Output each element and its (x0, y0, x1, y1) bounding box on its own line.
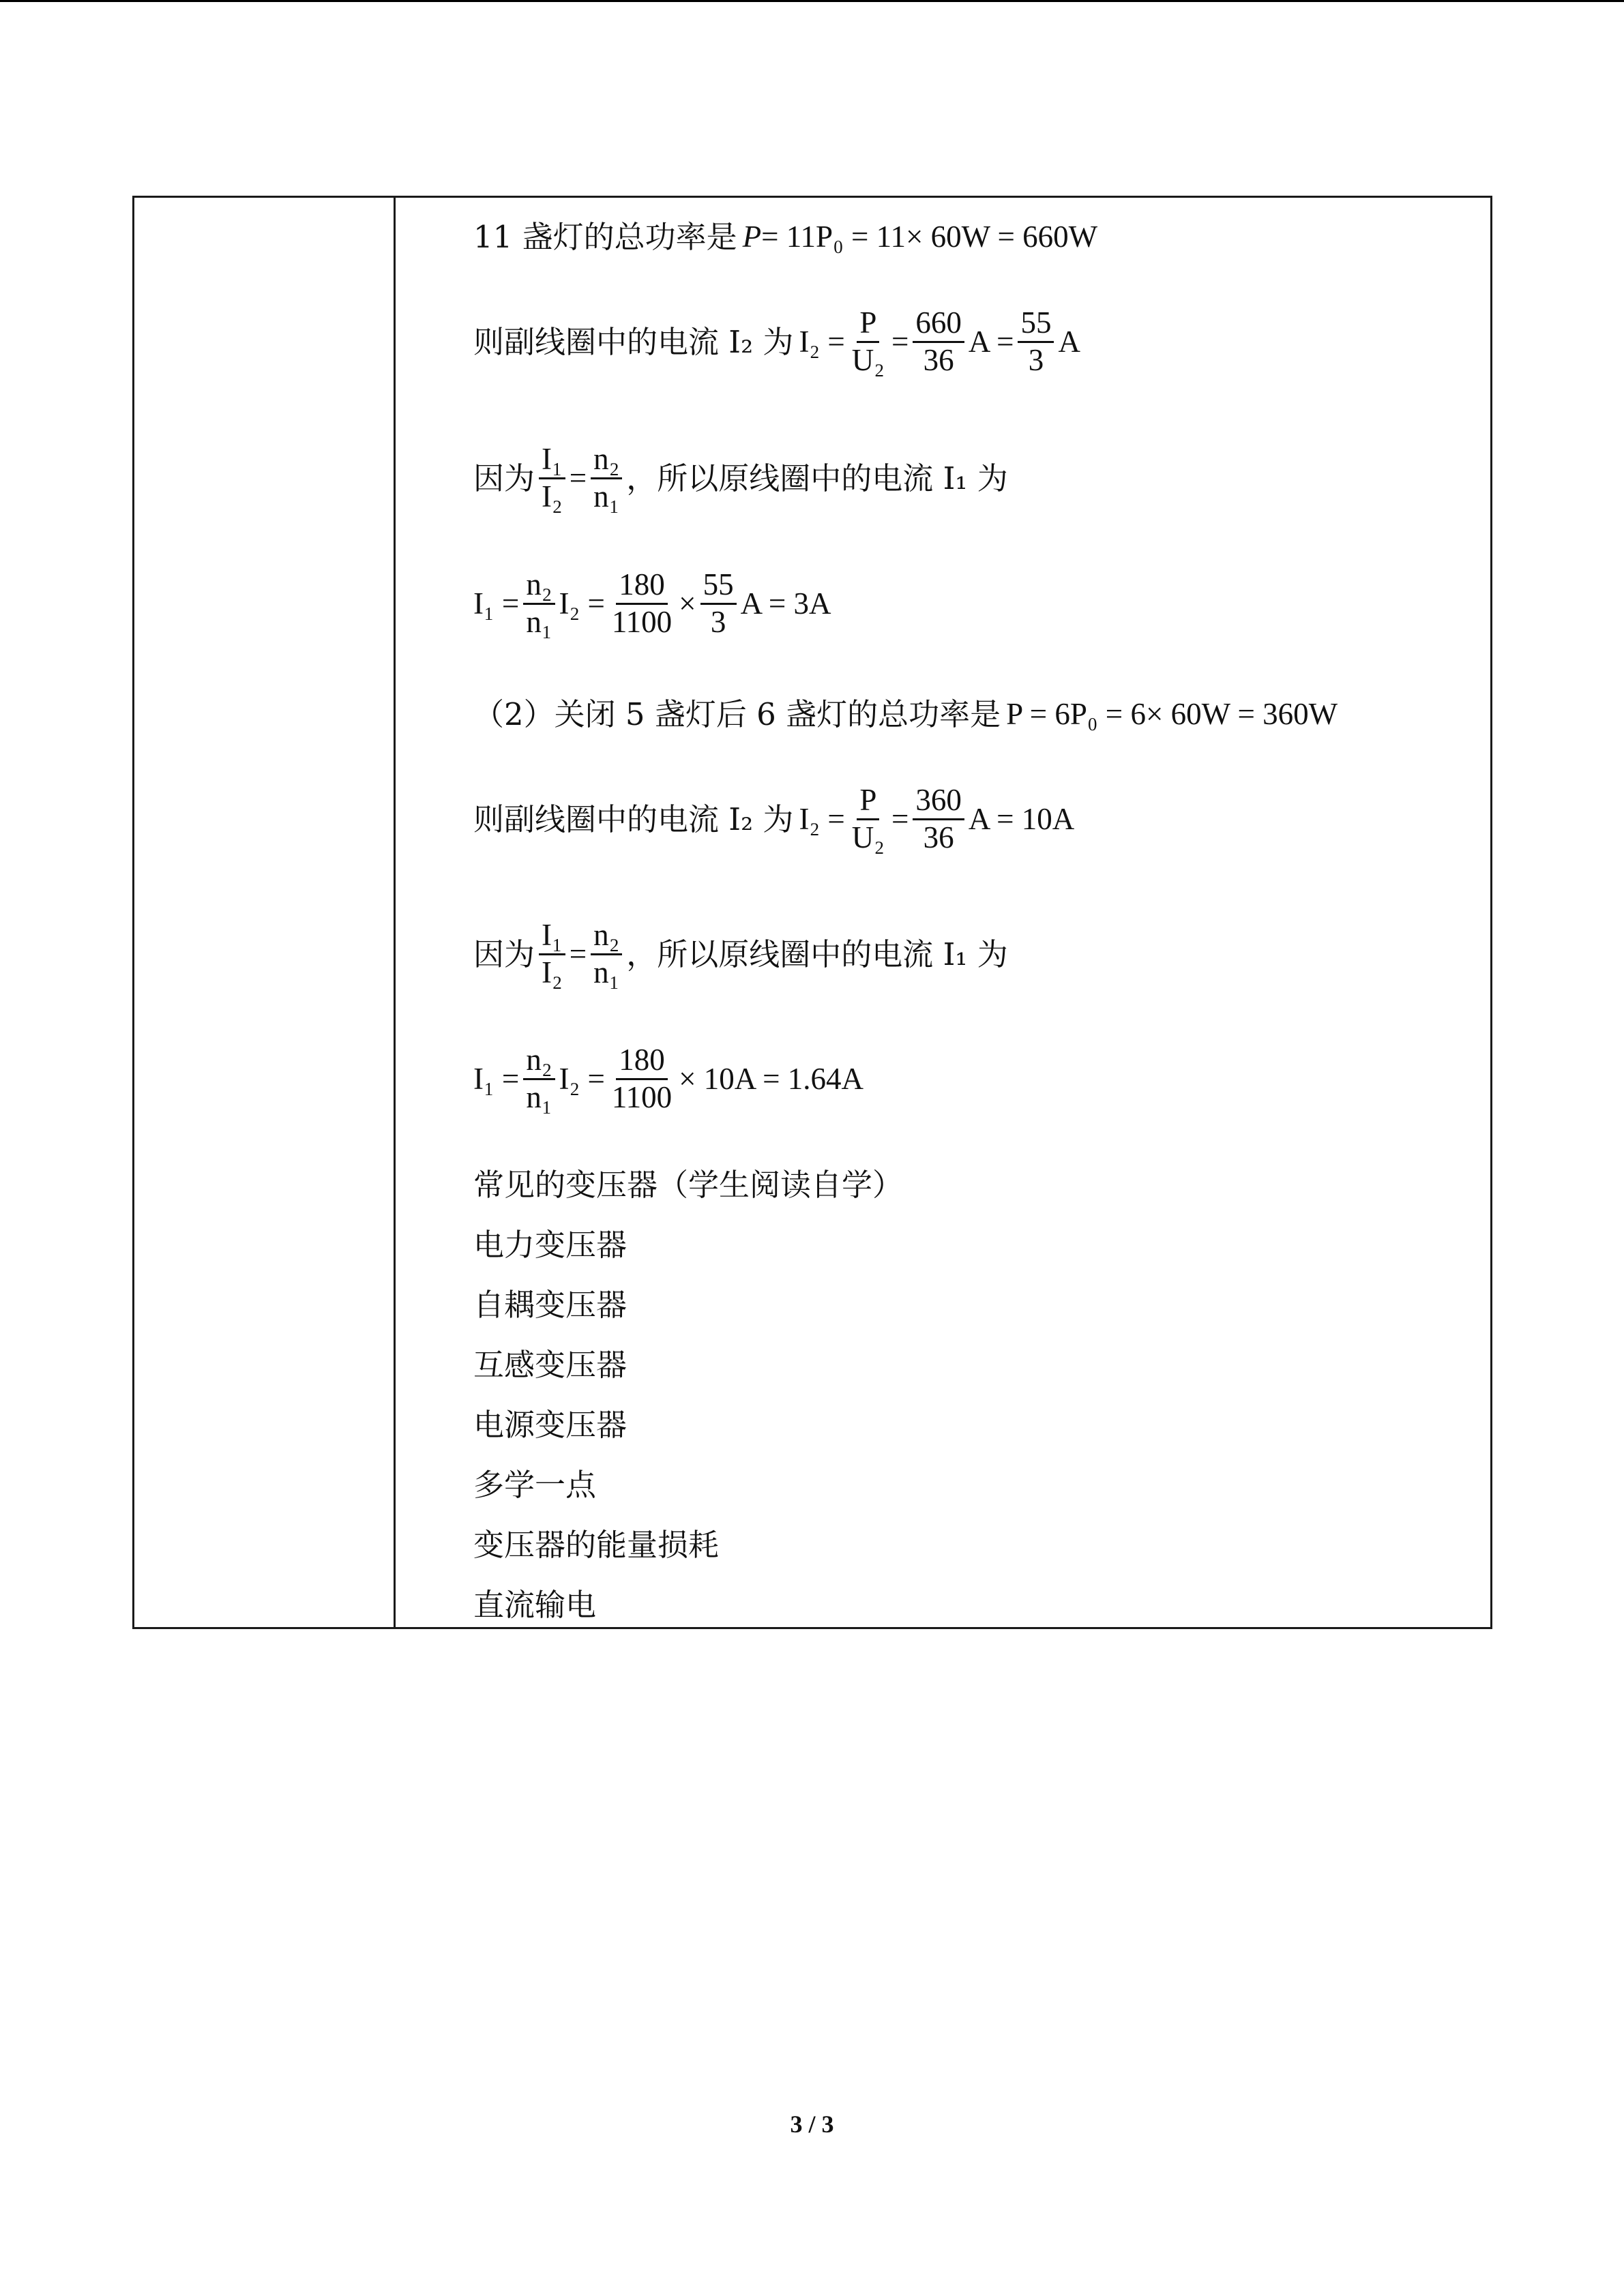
line-formula: P = 6P₀ = 6× 60W = 360W (1006, 697, 1338, 731)
line-primary-current (473, 567, 831, 640)
denominator: n₁ (593, 479, 620, 513)
line-text: 则副线圈中的电流 I₂ 为 (473, 323, 794, 360)
formula-part: A = (968, 324, 1014, 359)
list-item: 电源变压器 (473, 1407, 628, 1443)
fraction (913, 783, 964, 856)
formula-part: I₁ = (473, 1061, 520, 1096)
numerator: 55 (700, 567, 737, 605)
fraction (913, 305, 964, 378)
numerator: P (857, 783, 879, 820)
denominator: 36 (923, 342, 954, 377)
list-item: 自耦变压器 (473, 1287, 628, 1323)
line-ratio: 因为 $\frac{\text{I₁}}{\text{I₂}}$ = $\frac{\text{n₂}}{\text{n₁}}$ ，所以原线圈中的电流 I₁ 为 (473, 442, 1008, 513)
formula-part: A = 3A (740, 586, 831, 621)
formula-part: A (1058, 324, 1080, 359)
line-text: 因为 (473, 460, 535, 496)
fraction (849, 783, 887, 856)
denominator: U₂ (851, 820, 885, 854)
formula-part: I₂ = (559, 586, 605, 621)
line-primary-current-2 (473, 1043, 863, 1116)
list-item: 互感变压器 (473, 1347, 628, 1383)
line-part2-power (473, 696, 1338, 732)
list-item: 电力变压器 (473, 1227, 628, 1263)
denominator: I₂ (542, 479, 563, 513)
numerator: n₂ (591, 442, 622, 479)
denominator: 1100 (611, 1079, 673, 1114)
denominator: U₂ (851, 342, 885, 377)
fraction (591, 442, 622, 515)
numerator: 180 (616, 1043, 668, 1080)
numerator: I₁ (539, 442, 565, 479)
formula-part: A = 10A (968, 801, 1075, 836)
numerator: n₂ (523, 1043, 555, 1080)
line-secondary-current-2: 则副线圈中的电流 I₂ 为 I₂ = $\frac{P}{\text{U₂}}$ = $\frac{360}{36}$ A = 10A (473, 783, 1075, 854)
fraction (609, 1043, 675, 1116)
formula-part: I₁ = (473, 586, 520, 621)
formula-part: I₂ = (799, 801, 845, 836)
fraction (539, 918, 565, 991)
denominator: n₁ (526, 604, 552, 639)
numerator: 360 (913, 783, 964, 820)
list-item: 常见的变压器（学生阅读自学） (473, 1167, 904, 1203)
line-text: （2）关闭 5 盏灯后 6 盏灯的总功率是 (473, 696, 1001, 732)
formula-part: × (679, 586, 696, 621)
fraction (849, 305, 887, 378)
list-item: 变压器的能量损耗 (473, 1527, 720, 1563)
numerator: 180 (616, 567, 668, 605)
line-secondary-current: 则副线圈中的电流 I₂ 为 I₂ = $\frac{P}{\text{U₂}}$ = $\frac{660}{36}$ A = $\frac{55}{3}$ A (473, 305, 1080, 377)
numerator: 55 (1018, 305, 1054, 343)
content-table (132, 196, 1492, 1629)
line-text: ，所以原线圈中的电流 I₁ 为 (626, 460, 1008, 496)
fraction (539, 442, 565, 515)
denominator: 1100 (611, 604, 673, 639)
line-formula: = 11P₀ = 11× 60W = 660W (761, 220, 1098, 254)
page-number: 3 / 3 (790, 2111, 834, 2138)
line-total-power: 11 盏灯的总功率是 P = 11P₀ = 11× 60W = 660W (473, 219, 1098, 255)
numerator: P (857, 305, 879, 343)
fraction (700, 567, 737, 640)
formula-part: I₂ = (559, 1061, 605, 1096)
top-border (0, 0, 1624, 2)
column-divider (394, 198, 396, 1627)
fraction (523, 1043, 555, 1116)
line-text: 则副线圈中的电流 I₂ 为 (473, 801, 794, 837)
fraction (1018, 305, 1054, 378)
numerator: n₂ (591, 918, 622, 955)
numerator: I₁ (539, 918, 565, 955)
line-text: 因为 (473, 936, 535, 972)
line-text: ，所以原线圈中的电流 I₁ 为 (626, 936, 1008, 972)
denominator: 3 (1028, 342, 1044, 377)
list-item: 直流输电 (473, 1587, 597, 1623)
denominator: 3 (710, 604, 726, 639)
fraction (591, 918, 622, 991)
formula-part: × 10A = 1.64A (679, 1061, 863, 1096)
denominator: I₂ (542, 955, 563, 989)
line-text: 11 盏灯的总功率是 (473, 219, 737, 255)
list-item: 多学一点 (473, 1467, 597, 1503)
denominator: n₁ (526, 1079, 552, 1114)
fraction (523, 567, 555, 640)
denominator: 36 (923, 820, 954, 854)
numerator: 660 (913, 305, 964, 343)
line-ratio-2: 因为 $\frac{\text{I₁}}{\text{I₂}}$ = $\frac{\text{n₂}}{\text{n₁}}$ ，所以原线圈中的电流 I₁ 为 (473, 918, 1008, 989)
formula-part: I₂ = (799, 324, 845, 359)
numerator: n₂ (523, 567, 555, 605)
denominator: n₁ (593, 955, 620, 989)
fraction (609, 567, 675, 640)
